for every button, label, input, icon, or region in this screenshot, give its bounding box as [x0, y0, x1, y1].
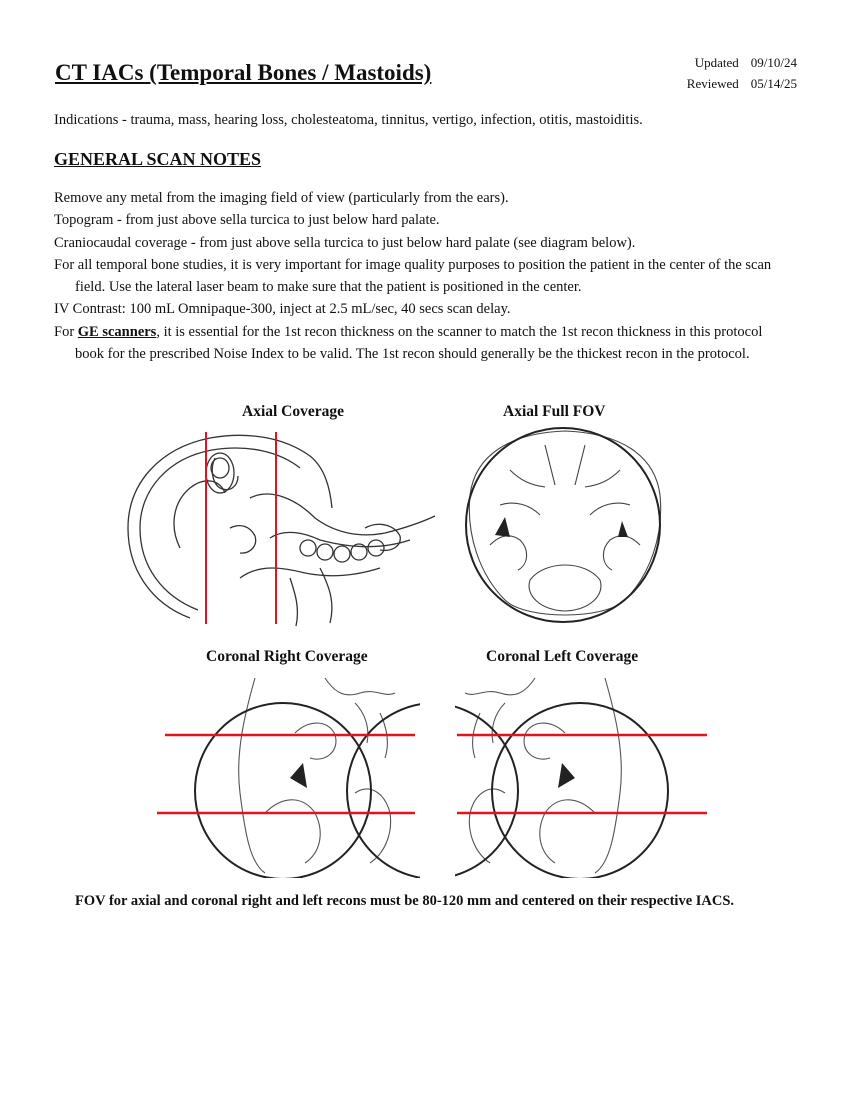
- ge-scanners-emphasis: GE scanners: [77, 323, 157, 340]
- note-coverage: Craniocaudal coverage - from just above sella turcica to just below hard palate (see diagram below).: [54, 234, 636, 251]
- indications-text: Indications - trauma, mass, hearing loss, cholesteatoma, tinnitus, vertigo, infection, otitis, mastoiditis.: [54, 112, 643, 128]
- updated-label: Updated: [694, 55, 739, 70]
- section-heading: GENERAL SCAN NOTES: [54, 149, 262, 169]
- axial-full-fov-label: Axial Full FOV: [503, 403, 606, 420]
- note-ge-scanners: [54, 321, 794, 366]
- coronal-right-fov-opposite: [347, 703, 420, 878]
- page-title: CT IACs (Temporal Bones / Mastoids): [55, 60, 432, 85]
- axial-section-sketch: [469, 431, 660, 615]
- fov-footnote: FOV for axial and coronal right and left recons must be 80-120 mm and centered on their respective IACS.: [75, 893, 735, 909]
- skull-lateral-sketch: [128, 435, 435, 626]
- right-iac-marker: [290, 763, 307, 788]
- reviewed-date: 05/14/25: [750, 76, 797, 91]
- updated-date: 09/10/24: [750, 55, 797, 70]
- note-metal: Remove any metal from the imaging field of view (particularly from the ears).: [54, 190, 509, 206]
- left-iac-marker: [558, 763, 575, 788]
- revision-info: [687, 52, 797, 94]
- coronal-left-diagram: [455, 673, 710, 878]
- coronal-left-label: Coronal Left Coverage: [486, 648, 639, 665]
- coronal-right-diagram: [155, 673, 420, 878]
- iac-markers: [495, 517, 628, 537]
- axial-coverage-diagram: [120, 428, 440, 628]
- ge-rest: , it is essential for the 1st recon thickness on the scanner to match the 1st recon thickness in this protocol book for the prescribed Noise Index to be valid. The 1st recon should generally be the thickest recon in the protocol.: [75, 323, 763, 363]
- note-contrast: IV Contrast: 100 mL Omnipaque-300, inject at 2.5 mL/sec, 40 secs scan delay.: [54, 301, 511, 318]
- axial-full-fov-diagram: [450, 425, 680, 630]
- reviewed-label: Reviewed: [686, 76, 739, 91]
- coronal-right-sketch: [239, 678, 395, 873]
- fov-circle: [466, 428, 660, 622]
- axial-coverage-label: Axial Coverage: [242, 403, 345, 420]
- note-positioning: For all temporal bone studies, it is very important for image quality purposes to position the patient in the center of the scan field. Use the lateral laser beam to make sure that the patient is positioned in the center.: [54, 256, 772, 296]
- coronal-left-sketch: [465, 678, 621, 873]
- coronal-right-fov: [195, 703, 371, 878]
- ge-prefix: For: [54, 323, 78, 340]
- coronal-right-label: Coronal Right Coverage: [206, 648, 368, 665]
- scan-notes: [54, 187, 794, 365]
- note-topogram: Topogram - from just above sella turcica to just below hard palate.: [54, 212, 440, 229]
